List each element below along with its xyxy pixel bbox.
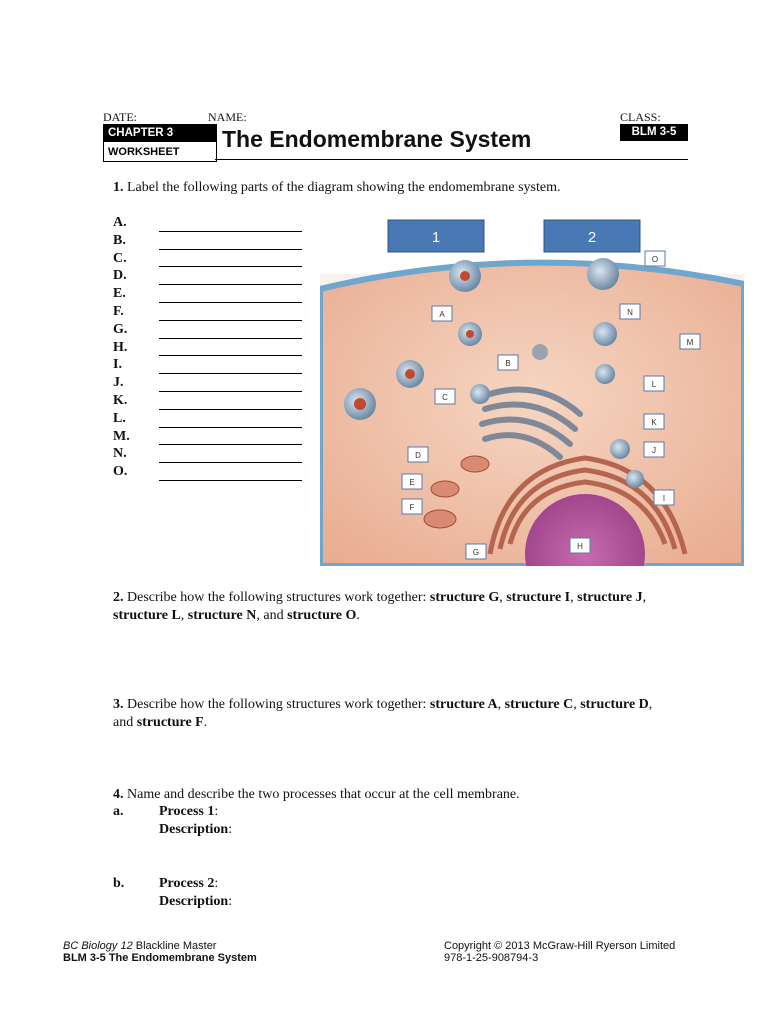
answer-blank[interactable]: [159, 463, 302, 481]
callout-j: [644, 442, 664, 457]
answer-blank[interactable]: [159, 428, 302, 446]
callout-letter: O: [651, 255, 659, 264]
vesicle: [610, 439, 630, 459]
page-title: The Endomembrane System: [222, 126, 532, 152]
callout-d: [408, 447, 428, 462]
process-label-1: 1: [431, 229, 441, 246]
process-label-2: 2: [587, 229, 597, 246]
q2-intro: Describe how the following structures work together:: [127, 590, 427, 605]
callout-letter: C: [442, 393, 448, 402]
q1-letter: A.: [113, 215, 127, 230]
callout-letter: H: [577, 542, 583, 551]
cell-membrane: [320, 263, 744, 566]
callout-o: [645, 251, 665, 266]
endomembrane-diagram: [320, 214, 744, 566]
q4-number: 4.: [113, 787, 124, 802]
process-box-1: [388, 220, 484, 252]
callout-letter: G: [472, 548, 480, 557]
footer-course: [63, 940, 257, 952]
footer-copyright: Copyright © 2013 McGraw-Hill Ryerson Limited: [444, 940, 676, 952]
answer-blank[interactable]: [159, 374, 302, 392]
answer-blank[interactable]: [159, 321, 302, 339]
q1-letter-list: [113, 214, 130, 481]
organelle: [461, 456, 489, 472]
footer-course-rest: Blackline Master: [132, 940, 217, 952]
answer-blank[interactable]: [159, 356, 302, 374]
callout-letter: M: [686, 338, 694, 347]
q3-and: and: [113, 715, 134, 730]
callout-n: [620, 304, 640, 319]
vesicle-cargo: [460, 271, 470, 281]
q4-a-letter: a.: [113, 804, 124, 819]
q3-structure-d: structure D: [580, 697, 649, 712]
vesicle: [587, 258, 619, 290]
callout-f: [402, 499, 422, 514]
callout-l: [644, 376, 664, 391]
callout-a: [432, 306, 452, 321]
answer-blank[interactable]: [159, 267, 302, 285]
footer-right: [444, 940, 675, 964]
answer-blank[interactable]: [159, 232, 302, 250]
q1-letter: O.: [113, 464, 128, 480]
callout-m: [680, 334, 700, 349]
vesicle: [470, 384, 490, 404]
callout-letter: J: [652, 446, 656, 455]
callout-letter: A: [439, 310, 445, 319]
q3-structure-a: structure A: [429, 697, 498, 712]
answer-blank[interactable]: [159, 303, 302, 321]
q1-text: Label the following parts of the diagram showing the endomembrane system.: [127, 180, 561, 195]
callout-i: [654, 490, 674, 505]
vesicle-cargo: [466, 330, 474, 338]
q1-letter: M.: [113, 428, 130, 444]
q4-process1: Process 1:: [159, 804, 219, 819]
q2-and: and: [263, 608, 284, 623]
vesicle: [595, 364, 615, 384]
q4-process2: Process 2:: [159, 876, 219, 891]
q2-structure-o: structure O: [287, 608, 357, 623]
callout-letter: I: [662, 494, 666, 503]
answer-blank[interactable]: [159, 392, 302, 410]
q2-prompt: 2. Describe how the following structures work together: structure G, structure I, structure J, structure L, structure N, and structure O.: [113, 590, 647, 623]
callout-letter: K: [651, 418, 657, 427]
callout-g: [466, 544, 486, 559]
q1-letter: L.: [113, 410, 126, 426]
callout-letter: F: [409, 503, 415, 512]
q4-text: Name and describe the two processes that occur at the cell membrane.: [127, 787, 520, 802]
blm-badge: BLM 3-5: [620, 124, 688, 141]
vesicle: [593, 322, 617, 346]
vesicle: [626, 470, 644, 488]
q3-intro: Describe how the following structures work together:: [127, 697, 427, 712]
callout-c: [435, 389, 455, 404]
answer-blank[interactable]: [159, 250, 302, 268]
answer-blank[interactable]: [159, 285, 302, 303]
callout-letter: L: [651, 380, 657, 389]
q4-description2-label: Description: [159, 894, 229, 909]
callout-e: [402, 474, 422, 489]
q4-description2: Description:: [159, 894, 233, 909]
q1-letter: E.: [113, 286, 126, 302]
callout-k: [644, 414, 664, 429]
q2-structure-j: structure J: [577, 590, 643, 605]
organelle: [431, 481, 459, 497]
callout-b: [498, 355, 518, 370]
chapter-label: CHAPTER 3: [104, 125, 216, 142]
q4-prompt: [113, 786, 520, 804]
process-box-2: [544, 220, 640, 252]
q1-letter: K.: [113, 392, 128, 408]
answer-blank[interactable]: [159, 214, 302, 232]
q4-description1-label: Description: [159, 822, 229, 837]
q4-process2-label: Process 2: [159, 876, 215, 891]
callout-letter: N: [627, 308, 633, 317]
chapter-box: [103, 124, 217, 162]
q4-part-b: [113, 875, 124, 893]
q4-process1-label: Process 1: [159, 804, 215, 819]
q2-structure-l: structure L: [113, 608, 181, 623]
vesicle-cargo: [354, 398, 366, 410]
q1-letter: I.: [113, 357, 122, 373]
q4-b-letter: b.: [113, 876, 125, 891]
answer-blank[interactable]: [159, 339, 302, 357]
q1-letter: B.: [113, 232, 126, 248]
q1-letter: C.: [113, 250, 127, 266]
callout-letter: D: [415, 451, 421, 460]
answer-blank[interactable]: [159, 445, 302, 463]
footer-isbn: 978-1-25-908794-3: [444, 952, 539, 964]
q3-structure-f: structure F: [136, 715, 204, 730]
footer-blm: BLM 3-5 The Endomembrane System: [63, 952, 257, 964]
callout-h: [570, 538, 590, 553]
q1-letter: F.: [113, 303, 124, 319]
q1-letter: G.: [113, 321, 128, 337]
q4-part-a: [113, 803, 124, 821]
footer-course-italic: BC Biology 12: [63, 940, 133, 952]
organelle: [424, 510, 456, 528]
q1-letter: H.: [113, 339, 128, 355]
worksheet-label: WORKSHEET: [108, 146, 180, 158]
q1-number: 1.: [113, 180, 124, 195]
q1-letter: N.: [113, 446, 127, 462]
q1-prompt: [113, 179, 561, 197]
title-rule: [215, 159, 688, 160]
class-label: CLASS:: [620, 110, 661, 124]
q2-structure-g: structure G: [429, 590, 500, 605]
q3-structure-c: structure C: [504, 697, 574, 712]
q3-prompt: 3. Describe how the following structures work together: structure A, structure C, structure D, and structure F.: [113, 697, 653, 730]
footer-left: [63, 940, 257, 964]
date-label: DATE:: [103, 110, 137, 124]
q1-letter: D.: [113, 268, 127, 284]
name-label: NAME:: [208, 110, 247, 124]
q2-structure-i: structure I: [506, 590, 571, 605]
q3-number: 3.: [113, 697, 124, 712]
q2-structure-n: structure N: [187, 608, 257, 623]
vesicle-cargo: [405, 369, 415, 379]
answer-blank[interactable]: [159, 410, 302, 428]
q1-answer-blanks: [159, 214, 302, 481]
callout-letter: B: [505, 359, 511, 368]
q4-description1: Description:: [159, 822, 233, 837]
callout-letter: E: [409, 478, 415, 487]
q1-letter: J.: [113, 375, 124, 391]
q2-number: 2.: [113, 590, 124, 605]
vesicle: [532, 344, 548, 360]
